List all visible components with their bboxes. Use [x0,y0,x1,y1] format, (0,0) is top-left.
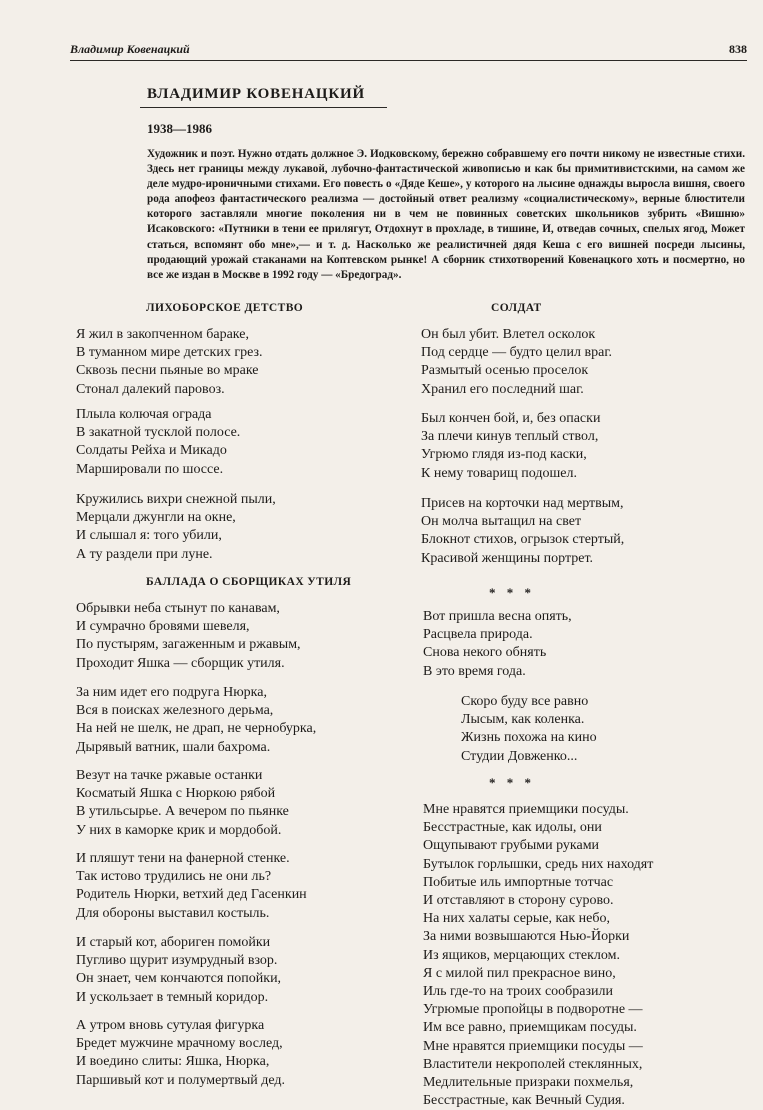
poem-line: Студии Довженко... [461,748,578,764]
poem-line: В закатной тусклой полосе. [76,425,241,441]
poem-line: Присев на корточки над мертвым, [421,496,624,511]
poem-line: За плечи кинув теплый ствол, [421,429,599,445]
poem-line: Бредет мужчине мрачному вослед, [76,1036,283,1052]
poem-line: Плыла колючая ограда [76,407,212,422]
running-header [70,42,747,61]
poem-stanza [76,1017,285,1090]
poem-line: У них в каморке крик и мордобой. [76,822,282,838]
poem-line: Так истово трудились не они ль? [76,869,272,885]
poem-line: За ними возвышаются Нью-Йорки [423,929,630,945]
poem-line: За ним идет его подруга Нюрка, [76,685,267,700]
poem-title-ballada: БАЛЛАДА О СБОРЩИКАХ УТИЛЯ [146,576,352,588]
poem-line: Паршивый кот и полумертвый дед. [76,1072,286,1088]
poem-stanza [76,406,240,479]
poem-line: Он знает, чем кончаются попойки, [76,971,282,987]
section-stars: * * * [489,585,535,600]
poem-line: А ту раздели при луне. [76,546,213,562]
poem-line: Пугливо щурит изумрудный взор. [76,953,278,969]
poem-line: Бесстрастные, как идолы, они [423,820,602,836]
poem-line: Медлительные призраки похмелья, [423,1075,634,1091]
bleed-through-text [70,18,760,30]
poem-line: Вся в поисках железного дерьма, [76,703,274,719]
poem-stanza [423,801,653,1110]
page-number: 838 [729,42,747,56]
poem-line: В туманном мире детских грез. [76,345,263,361]
poem-line: Маршировали по шоссе. [76,461,224,477]
poem-line: На них халаты серые, как небо, [423,911,610,927]
poem-line: Угрюмо глядя из-под каски, [421,447,587,463]
poem-line: Снова некого обнять [423,645,547,661]
poem-line: Побитые иль импортные тотчас [423,874,614,890]
poem-line: На ней не шелк, не драп, не чернобурка, [76,721,317,737]
poem-line: Лысым, как коленка. [461,712,585,728]
author-bio: Художник и поэт. Нужно отдать должное Э. Иодковскому, бережно собравшему его почти никому не известные стихи. Здесь нет границы между лукавой, лубочно-фантастической живописью и как бы примитивистскими, на самом же деле мудро-ироничными стихами. Его повесть о «Дяде Кеше», у которого на лысине однажды выросла вишня, своего рода апофеоз фантастического реализма — достойный ответ реализму «социалистическому», верные блюстители которого заставляли многие поколения ни в чем не повинных советских школьников зубрить «Вишню» Исаковского: «Путники в тени ее прилягут, Отдохнут в прохладе, в тишине, И, отведав сочных, спелых ягод, Может статься, вспомянт обо мне»,— и т. д. Насколько же реалистичней дядя Кеша с его вишней посреди лысины, продающий урожай стаканами на Коптевском рынке! А сборник стихотворений Ковенацкого хоть и посмертно, но все же издан в Москве в 1992 году — «Бредоград». [147,148,745,281]
author-title: ВЛАДИМИР КОВЕНАЦКИЙ [147,86,365,102]
poem-stanza [76,491,276,564]
poem-line: И воедино слиты: Яшка, Нюрка, [76,1054,270,1070]
poem-stanza [421,410,600,483]
poem-line: Расцвела природа. [423,627,533,643]
poem-line: Размытый осенью проселок [421,363,589,379]
poem-line: И слышал я: того убили, [76,528,222,544]
poem-stanza [76,767,289,840]
poem-title-soldat: СОЛДАТ [491,302,542,314]
poem-line: Обрывки неба стынут по канавам, [76,601,280,616]
poem-line: Родитель Нюрки, ветхий дед Гасенкин [76,887,307,903]
author-years: 1938—1986 [147,121,212,136]
poem-line: Угрюмые пропойцы в подворотне — [423,1002,643,1018]
poem-stanza [76,684,316,757]
poem-stanza [423,608,572,681]
poem-line: Скоро буду все равно [461,694,589,709]
poem-stanza [76,934,281,1007]
poem-line: Хранил его последний шаг. [421,381,584,397]
poem-line: К нему товарищ подошел. [421,465,577,481]
poem-stanza [76,600,301,673]
poem-line: И отставляют в сторону сурово. [423,893,614,909]
poem-line: Кружились вихри снежной пыли, [76,492,276,507]
poem-line: Жизнь похожа на кино [461,730,597,746]
poem-stanza [461,693,597,766]
poem-line: Бутылок горлышки, средь них находят [423,856,654,872]
poem-line: Иль где-то на троих сообразили [423,984,613,1000]
poem-stanza [421,326,612,399]
poem-line: И старый кот, абориген помойки [76,935,271,950]
poem-line: Косматый Яшка с Нюркою рябой [76,786,276,802]
poem-line: В это время года. [423,663,526,679]
poem-line: Дырявый ватник, шали бахрома. [76,739,271,755]
poem-line: Он молча вытащил на свет [421,514,582,530]
poem-line: Блокнот стихов, огрызок стертый, [421,532,625,548]
header-author: Владимир Ковенацкий [70,42,190,56]
poem-line: Мне нравятся приемщики посуды. [423,802,629,817]
poem-line: И ускользает в темный коридор. [76,989,269,1005]
poem-line: Красивой женщины портрет. [421,550,594,566]
poem-line: Им все равно, приемщикам посуды. [423,1020,637,1036]
poem-line: Мне нравятся приемщики посуды — [423,1038,643,1054]
section-stars: * * * [489,775,535,790]
poem-line: Я жил в закопченном бараке, [76,327,249,342]
poem-title-lihoborskoe: ЛИХОБОРСКОЕ ДЕТСТВО [146,302,304,314]
poem-line: Стонал далекий паровоз. [76,381,225,397]
poem-line: В утильсырье. А вечером по пьянке [76,804,289,820]
poem-line: Мерцали джунгли на окне, [76,510,236,526]
poem-line: Бесстрастные, как Вечный Судия. [423,1093,625,1109]
poem-line: Был кончен бой, и, без опаски [421,411,601,426]
poem-line: И сумрачно бровями шевеля, [76,619,250,635]
poem-line: По пустырям, загаженным и ржавым, [76,637,301,653]
poem-line: Везут на тачке ржавые останки [76,768,263,783]
poem-line: Ощупывают грубыми руками [423,838,600,854]
poem-line: Вот пришла весна опять, [423,609,572,624]
poem-line: Он был убит. Влетел осколок [421,327,596,342]
poem-line: Под сердце — будто целил враг. [421,345,612,361]
poem-line: Проходит Яшка — сборщик утиля. [76,655,285,671]
poem-line: Из ящиков, мерцающих стеклом. [423,947,620,963]
poem-line: Сквозь песни пьяные во мраке [76,363,259,379]
poem-stanza [421,495,624,568]
poem-line: Я с милой пил прекрасное вино, [423,965,616,981]
poem-line: Для обороны выставил костыль. [76,905,270,921]
poem-line: А утром вновь сутулая фигурка [76,1018,265,1033]
poem-stanza [76,850,307,923]
poem-line: Властители некрополей стеклянных, [423,1056,643,1072]
title-rule [140,107,387,108]
poem-stanza [76,326,263,399]
poem-line: Солдаты Рейха и Микадо [76,443,227,459]
poem-line: И пляшут тени на фанерной стенке. [76,851,290,866]
